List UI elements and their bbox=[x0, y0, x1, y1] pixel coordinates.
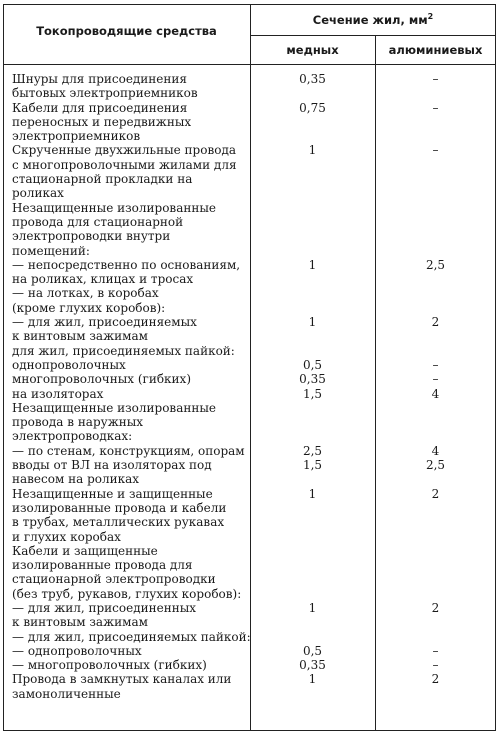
table-row bbox=[0, 572, 500, 586]
table-row bbox=[0, 530, 500, 544]
table-row bbox=[0, 544, 500, 558]
copper-cell: 1,5 bbox=[302, 458, 323, 473]
row-label: помещений: bbox=[12, 243, 90, 258]
table-row bbox=[0, 344, 500, 358]
aluminum-cell: – bbox=[432, 72, 439, 86]
aluminum-cell: 2 bbox=[431, 315, 440, 330]
table-row bbox=[0, 472, 500, 486]
header-bottom-border bbox=[3, 64, 496, 65]
table-row bbox=[0, 372, 500, 386]
aluminum-cell: 2 bbox=[431, 486, 440, 501]
table-row bbox=[0, 315, 500, 329]
table-row bbox=[0, 515, 500, 529]
table-row bbox=[0, 258, 500, 272]
copper-cell: 0,5 bbox=[302, 357, 323, 372]
row-label: и глухих коробах bbox=[12, 529, 121, 544]
table-row bbox=[0, 687, 500, 701]
row-label: навесом на роликах bbox=[12, 472, 140, 487]
table-row bbox=[0, 301, 500, 315]
table-row bbox=[0, 558, 500, 572]
copper-cell: 1 bbox=[308, 315, 317, 330]
column-header-copper: медных bbox=[286, 43, 339, 57]
table-row bbox=[0, 458, 500, 472]
table-body bbox=[0, 72, 500, 701]
row-label: бытовых электроприемников bbox=[12, 86, 198, 101]
column-header-section bbox=[250, 12, 496, 27]
row-label: роликах bbox=[12, 186, 64, 201]
table-row bbox=[0, 672, 500, 686]
copper-cell: 1 bbox=[308, 143, 317, 158]
table-row bbox=[0, 72, 500, 86]
table-row bbox=[0, 172, 500, 186]
table-row bbox=[0, 201, 500, 215]
aluminum-cell: – bbox=[432, 100, 439, 115]
row-label: — однопроволочных bbox=[12, 643, 142, 658]
row-label: Скрученные двухжильные провода bbox=[12, 143, 236, 158]
row-label: — для жил, присоединенных bbox=[12, 600, 197, 615]
row-label: изолированные провода для bbox=[12, 558, 193, 573]
row-label: Кабели и защищенные bbox=[12, 543, 158, 558]
table-row bbox=[0, 129, 500, 143]
row-label: однопроволочных bbox=[12, 357, 126, 372]
row-label: электроприемников bbox=[12, 129, 141, 144]
table-row bbox=[0, 429, 500, 443]
row-label: Провода в замкнутых каналах или bbox=[12, 672, 232, 687]
row-label: с многопроволочными жилами для bbox=[12, 157, 237, 172]
column-header-conductors: Токопроводящие средства bbox=[36, 24, 217, 38]
copper-cell: 1 bbox=[308, 486, 317, 501]
row-label: Кабели для присоединения bbox=[12, 100, 188, 115]
copper-cell: 1 bbox=[308, 257, 317, 272]
row-label: переносных и передвижных bbox=[12, 114, 192, 129]
table-row bbox=[0, 244, 500, 258]
row-label: Незащищенные и защищенные bbox=[12, 486, 213, 501]
table-row bbox=[0, 501, 500, 515]
copper-cell: 1 bbox=[308, 672, 317, 687]
aluminum-cell: – bbox=[432, 372, 439, 387]
aluminum-cell: 2 bbox=[431, 600, 440, 615]
row-label: — по стенам, конструкциям, опорам bbox=[12, 443, 245, 458]
section-label: Сечение жил, мм bbox=[312, 12, 428, 27]
table-row bbox=[0, 101, 500, 115]
column-header-aluminum: алюминиевых bbox=[388, 43, 483, 57]
copper-cell: 0,5 bbox=[302, 643, 323, 658]
row-label: — для жил, присоединяемых bbox=[12, 315, 197, 330]
table-row bbox=[0, 658, 500, 672]
aluminum-cell: – bbox=[432, 658, 439, 673]
table-row bbox=[0, 158, 500, 172]
table-row bbox=[0, 601, 500, 615]
row-label: Незащищенные изолированные bbox=[12, 200, 216, 215]
table-row bbox=[0, 487, 500, 501]
aluminum-cell: – bbox=[432, 143, 439, 158]
copper-cell: 0,35 bbox=[299, 72, 326, 86]
row-label: (без труб, рукавов, глухих коробов): bbox=[12, 586, 242, 601]
row-label: электропроводки внутри bbox=[12, 229, 171, 244]
row-label: замоноличенные bbox=[12, 686, 121, 701]
row-label: — для жил, присоединяемых пайкой: bbox=[12, 629, 251, 644]
row-label: — на лотках, в коробах bbox=[12, 286, 159, 301]
row-label: для жил, присоединяемых пайкой: bbox=[12, 343, 235, 358]
row-label: провода в наружных bbox=[12, 415, 144, 430]
row-label: стационарной прокладки на bbox=[12, 172, 193, 187]
row-label: к винтовым зажимам bbox=[12, 615, 148, 630]
copper-cell: 1,5 bbox=[302, 386, 323, 401]
table-row bbox=[0, 587, 500, 601]
row-label: — непосредственно по основаниям, bbox=[12, 257, 241, 272]
table-row bbox=[0, 644, 500, 658]
row-label: провода для стационарной bbox=[12, 214, 184, 229]
row-label: многопроволочных (гибких) bbox=[12, 372, 192, 387]
header-subdivider bbox=[250, 35, 496, 36]
table-row bbox=[0, 143, 500, 157]
table-row bbox=[0, 444, 500, 458]
aluminum-cell: 2,5 bbox=[425, 458, 446, 473]
row-label: стационарной электропроводки bbox=[12, 572, 216, 587]
row-label: вводы от ВЛ на изоляторах под bbox=[12, 458, 212, 473]
copper-cell: 0,35 bbox=[299, 658, 326, 673]
table-row bbox=[0, 387, 500, 401]
section-unit-superscript: 2 bbox=[427, 12, 434, 21]
table-row bbox=[0, 358, 500, 372]
table-row bbox=[0, 630, 500, 644]
table-row bbox=[0, 86, 500, 100]
copper-cell: 1 bbox=[308, 600, 317, 615]
table-row bbox=[0, 615, 500, 629]
row-label: на изоляторах bbox=[12, 386, 104, 401]
row-label: в трубах, металлических рукавах bbox=[12, 515, 225, 530]
table-row bbox=[0, 215, 500, 229]
aluminum-cell: 4 bbox=[431, 386, 440, 401]
row-label: — многопроволочных (гибких) bbox=[12, 658, 207, 673]
row-label: Незащищенные изолированные bbox=[12, 400, 216, 415]
row-label: изолированные провода и кабели bbox=[12, 500, 227, 515]
aluminum-cell: 2,5 bbox=[425, 257, 446, 272]
row-label: Шнуры для присоединения bbox=[12, 72, 187, 86]
row-label: на роликах, клицах и тросах bbox=[12, 272, 194, 287]
aluminum-cell: 4 bbox=[431, 443, 440, 458]
row-label: (кроме глухих коробов): bbox=[12, 300, 166, 315]
table-row bbox=[0, 186, 500, 200]
table-row bbox=[0, 286, 500, 300]
row-label: электропроводках: bbox=[12, 429, 133, 444]
aluminum-cell: 2 bbox=[431, 672, 440, 687]
aluminum-cell: – bbox=[432, 643, 439, 658]
copper-cell: 0,75 bbox=[299, 100, 326, 115]
table-row bbox=[0, 415, 500, 429]
table-row bbox=[0, 272, 500, 286]
table-row bbox=[0, 329, 500, 343]
table-row bbox=[0, 401, 500, 415]
copper-cell: 2,5 bbox=[302, 443, 323, 458]
table-row bbox=[0, 229, 500, 243]
row-label: к винтовым зажимам bbox=[12, 329, 148, 344]
copper-cell: 0,35 bbox=[299, 372, 326, 387]
table-row bbox=[0, 115, 500, 129]
aluminum-cell: – bbox=[432, 357, 439, 372]
